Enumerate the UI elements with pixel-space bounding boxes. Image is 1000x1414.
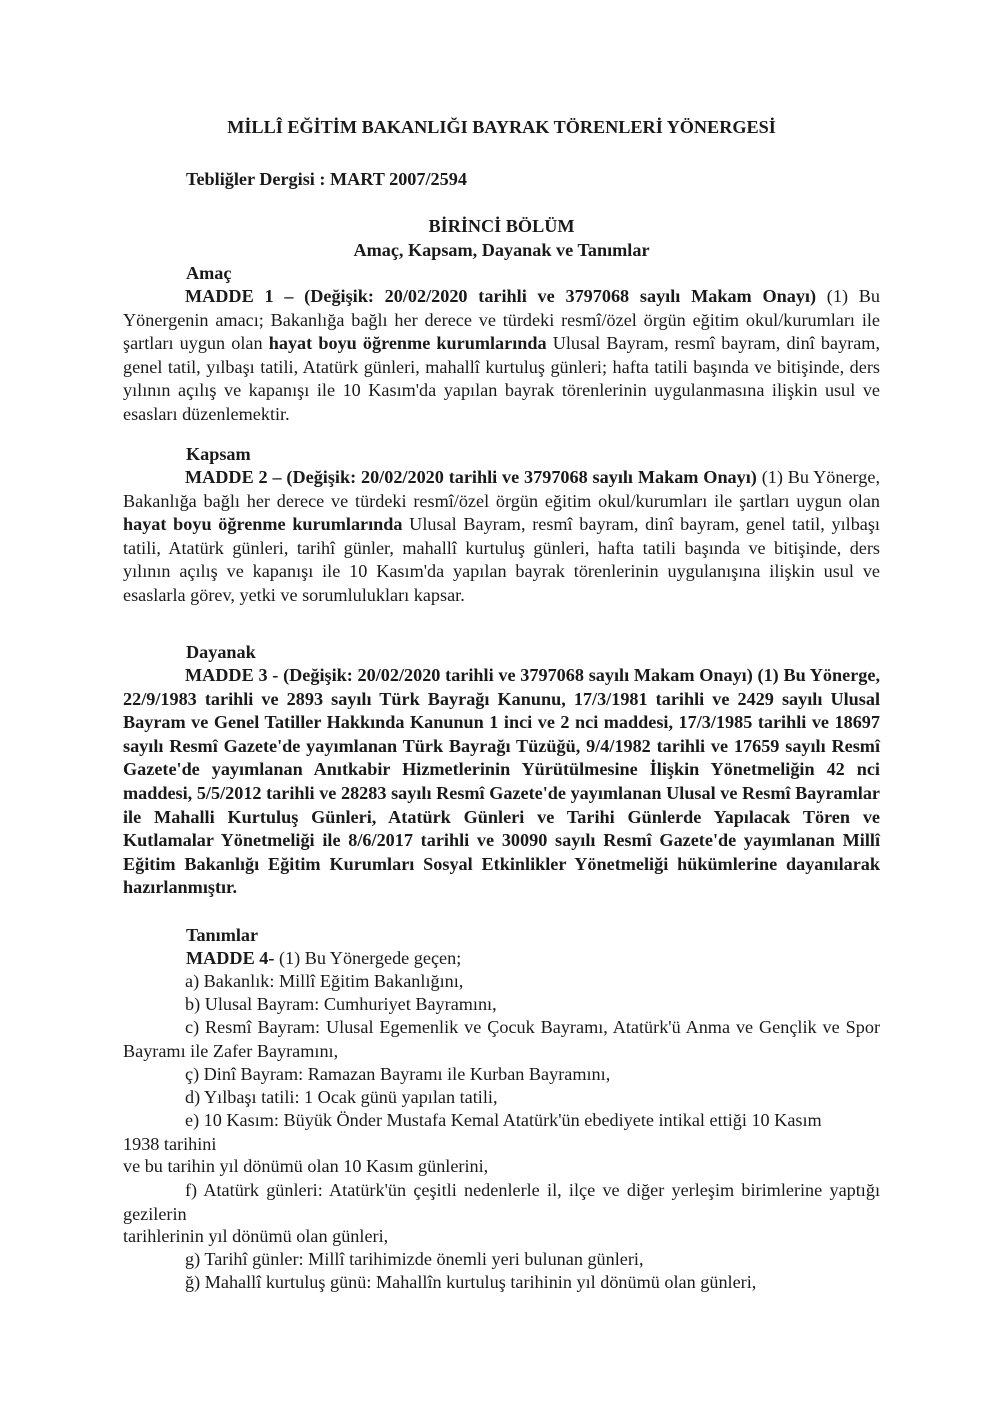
definition-item-e: e) 10 Kasım: Büyük Önder Mustafa Kemal Atatürk'ün ebediyete intikal ettiği 10 Kasım 1938 tarihini [123, 1110, 822, 1154]
part-subtitle [123, 239, 880, 263]
article-2-lead: MADDE 2 – (Değişik: 20/02/2020 tarihli ve 3797068 sayılı Makam Onayı) [185, 467, 757, 487]
definition-item-c: c) Resmî Bayram: Ulusal Egemenlik ve Çocuk Bayramı, Atatürk'ü Anma ve Gençlik ve Spor Bayramı ile Zafer Bayramını, [123, 1017, 880, 1061]
article-1-lead: MADDE 1 – (Değişik: 20/02/2020 tarihli ve 3797068 sayılı Makam Onayı) [185, 286, 817, 306]
section-heading-dayanak: Dayanak [186, 642, 256, 662]
definition-item-b: b) Ulusal Bayram: Cumhuriyet Bayramını, [185, 994, 497, 1014]
definition-item-f-continued: tarihlerinin yıl dönümü olan günleri, [123, 1226, 389, 1246]
article-1-paragraph: MADDE 1 – (Değişik: 20/02/2020 tarihli ve 3797068 sayılı Makam Onayı) (1) Bu Yönergenin amacı; Bakanlığa bağlı her derece ve türdeki resmî/özel örgün eğitim okul/kurumları ile şartları uygun olan hayat boyu öğrenme kurumlarında Ulusal Bayram, resmî bayram, dinî bayram, genel tatil, yılbaşı tatili, Atatürk günleri, mahallî kurtuluş günleri; hafta tatili başında ve bitişinde, ders yılının açılış ve kapanışı ile 10 Kasım'da yapılan bayrak törenlerinin uygulanmasına ilişkin usul ve esasları düzenlemektir. [123, 286, 880, 424]
part-subtitle-text: Amaç, Kapsam, Dayanak ve Tanımlar [353, 240, 650, 260]
title-text: MİLLÎ EĞİTİM BAKANLIĞI BAYRAK TÖRENLERİ YÖNERGESİ [227, 117, 776, 137]
definition-item-f: f) Atatürk günleri: Atatürk'ün çeşitli nedenlerle il, ilçe ve diğer yerleşim birimlerine yaptığı gezilerin [123, 1180, 880, 1224]
article-1-emphasis: hayat boyu öğrenme kurumlarında [268, 333, 547, 354]
part-heading [123, 215, 880, 239]
definition-item-a: a) Bakanlık: Millî Eğitim Bakanlığını, [185, 971, 464, 991]
section-heading-tanimlar: Tanımlar [186, 925, 259, 945]
article-4-lead: MADDE 4- (1) Bu Yönergede geçen; [186, 948, 462, 968]
definition-item-gg: ğ) Mahallî kurtuluş günü: Mahallîn kurtuluş tarihinin yıl dönümü olan günleri, [185, 1272, 757, 1292]
document-title [123, 116, 880, 140]
section-heading-amac: Amaç [186, 263, 232, 283]
article-2-emphasis: hayat boyu öğrenme kurumlarında [123, 514, 403, 535]
article-2-paragraph: MADDE 2 – (Değişik: 20/02/2020 tarihli ve 3797068 sayılı Makam Onayı) (1) Bu Yönerge, Bakanlığa bağlı her derece ve türdeki resmî/özel örgün eğitim okul/kurumları ile şartları uygun olan hayat boyu öğrenme kurumlarında Ulusal Bayram, resmî bayram, dinî bayram, genel tatil, yılbaşı tatili, Atatürk günleri, tarihî günler, mahallî kurtuluş günleri, hafta tatili başında ve bitişinde, ders yılının açılış ve kapanışı ile 10 Kasım'da yapılan bayrak törenlerinin uygulanışına ilişkin usul ve esaslarla görev, yetki ve sorumlulukları kapsar. [123, 467, 880, 605]
section-heading-kapsam: Kapsam [186, 444, 251, 464]
gazette-reference [186, 168, 943, 192]
definition-item-d: d) Yılbaşı tatili: 1 Ocak günü yapılan tatili, [185, 1087, 498, 1107]
article-3-text: MADDE 3 - (Değişik: 20/02/2020 tarihli ve 3797068 sayılı Makam Onayı) (1) Bu Yönerge, 22/9/1983 tarihli ve 2893 sayılı Türk Bayrağı Kanunu, 17/3/1981 tarihli ve 2429 sayılı Ulusal Bayram ve Genel Tatiller Hakkında Kanunun 1 inci ve 2 nci maddesi, 17/3/1985 tarihli ve 18697 sayılı Resmî Gazete'de yayımlanan Türk Bayrağı Tüzüğü, 9/4/1982 tarihli ve 17659 sayılı Resmî Gazete'de yayımlanan Anıtkabir Hizmetlerinin Yürütülmesine İlişkin Yönetmeliğin 42 nci maddesi, 5/5/2012 tarihli ve 28283 sayılı Resmî Gazete'de yayımlanan Ulusal ve Resmî Bayramlar ile Mahalli Kurtuluş Günleri, Atatürk Günleri ve Tarihi Günlerde Yapılacak Tören ve Kutlamalar Yönetmeliği ile 8/6/2017 tarihli ve 30090 sayılı Resmî Gazete'de yayımlanan Millî Eğitim Bakanlığı Eğitim Kurumları Sosyal Etkinlikler Yönetmeliği hükümlerine dayanılarak hazırlanmıştır. [123, 665, 880, 898]
part-text: BİRİNCİ BÖLÜM [428, 216, 575, 236]
definition-item-g: g) Tarihî günler: Millî tarihimizde önemli yeri bulunan günleri, [185, 1249, 644, 1269]
definition-item-e-continued: ve bu tarihin yıl dönümü olan 10 Kasım günlerini, [123, 1156, 489, 1176]
gazette-text: Tebliğler Dergisi : MART 2007/2594 [186, 169, 467, 189]
definition-item-cc: ç) Dinî Bayram: Ramazan Bayramı ile Kurban Bayramını, [185, 1064, 611, 1084]
article-3-paragraph [123, 664, 880, 900]
